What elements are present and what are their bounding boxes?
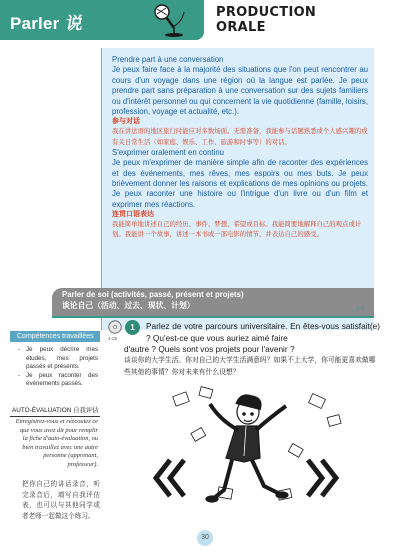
header-title-line2: ORALE: [216, 20, 266, 35]
logo-cn: 说: [64, 14, 85, 33]
page-number: 30: [197, 530, 213, 546]
heading-continuous-fr: S'exprimer oralement en continu: [112, 147, 225, 157]
exercise-instruction-fr: Parlez de votre parcours universitaire. En êtes-vous satisfait(e) ? Qu'est-ce que vous auriez aimé faire: [146, 321, 380, 343]
student-throwing-papers-illustration: [140, 386, 360, 516]
exercise-instruction-cn: 谈谈你的大学生活。你对自己的大学生活满意吗？如果不上大学，你可能更喜欢做哪些其他的事情？你对未来有什么设想？: [124, 357, 376, 376]
page-header-title: [216, 5, 316, 35]
audio-cd-icon[interactable]: [108, 320, 122, 334]
logo-text: Parler: [10, 14, 60, 33]
section-divider: [52, 316, 374, 318]
score-field: ... / 5: [350, 306, 365, 313]
header-title-line1: PRODUCTION: [216, 5, 317, 20]
self-assessment-heading: AUTO-ÉVALUATION 自我评估: [10, 406, 100, 417]
exercise-instruction-fr-line2: d'autre ? Quels sont vos projets pour l'avenir ?: [124, 344, 295, 354]
competence-item: - Je peux raconter des événements passés.: [22, 372, 98, 389]
competences-title: Compétences travaillées: [10, 331, 100, 342]
audio-track-number: 1-25: [108, 336, 118, 341]
section-title-cn: 谈论自己（活动、过去、现状、计划）: [62, 301, 195, 310]
heading-conversation-cn: 参与对话: [112, 118, 140, 126]
paragraph-continuous-cn: 我能简单地讲述自己的经历、事件、梦想、希望或目标。我能简要地解释自己的观点或计划。我能讲一个故事，讲述一本书或一部电影的情节，并表达自己的感受。: [112, 221, 362, 239]
heading-conversation-fr: Prendre part à une conversation: [112, 55, 224, 64]
competence-item: - Je peux décrire mes études, mes projets passés et présents.: [22, 346, 98, 372]
exercise-instruction-fr-cont: [124, 343, 380, 355]
heading-continuous-cn: 连贯口语表达: [112, 211, 154, 219]
section-logo: [10, 9, 84, 34]
paragraph-conversation-cn: 我在讲法语的地区旅行时能应对多数场面。无需准备，我能参与话题熟悉或个人感兴趣的或有关日常生活（如家庭、娱乐、工作、旅游和时事等）的对话。: [112, 128, 368, 146]
paragraph-continuous-fr: Je peux m'exprimer de manière simple afin de raconter des expériences et des événements, mes rêves, mes espoirs ou mes buts. Je peux brièvement donner les raisons et explications de mes opinions ou projets. Je peux raconter une histoire ou l'intrigue d'un livre ou d'un film et exprimer mes réactions.: [112, 158, 368, 209]
microphone-icon: [148, 2, 188, 38]
exercise-number: 1: [125, 320, 140, 335]
competences-list: [22, 346, 98, 389]
header-tab: [0, 0, 204, 40]
self-assessment-text-fr: Enregistrez-vous et réécoutez ce que vous avez dit pour remplir la fiche d'auto-évaluation, ou bien travaillez avec une autre personne (apprenant, professeur).: [15, 418, 98, 468]
paragraph-conversation-fr: Je peux faire face à la majorité des situations que l'on peut rencontrer au cours d'un voyage dans une région où la langue est parlée. Je peux prendre part sans préparation à une conversation sur des sujets familiers ou d'intérêt personnel ou qui concernent la vie quotidienne (famille, loisirs, profession, voyage et actualité, etc.).: [112, 65, 368, 117]
section-title-fr: Parler de soi (activités, passé, présent et projets): [62, 290, 244, 299]
section-band: [52, 288, 374, 316]
self-assessment-text-cn: 把你自己的讲话录音，听完录音后，填写自我评估表，也可以与其他同学或者老师一起做这个练习。: [22, 481, 100, 520]
